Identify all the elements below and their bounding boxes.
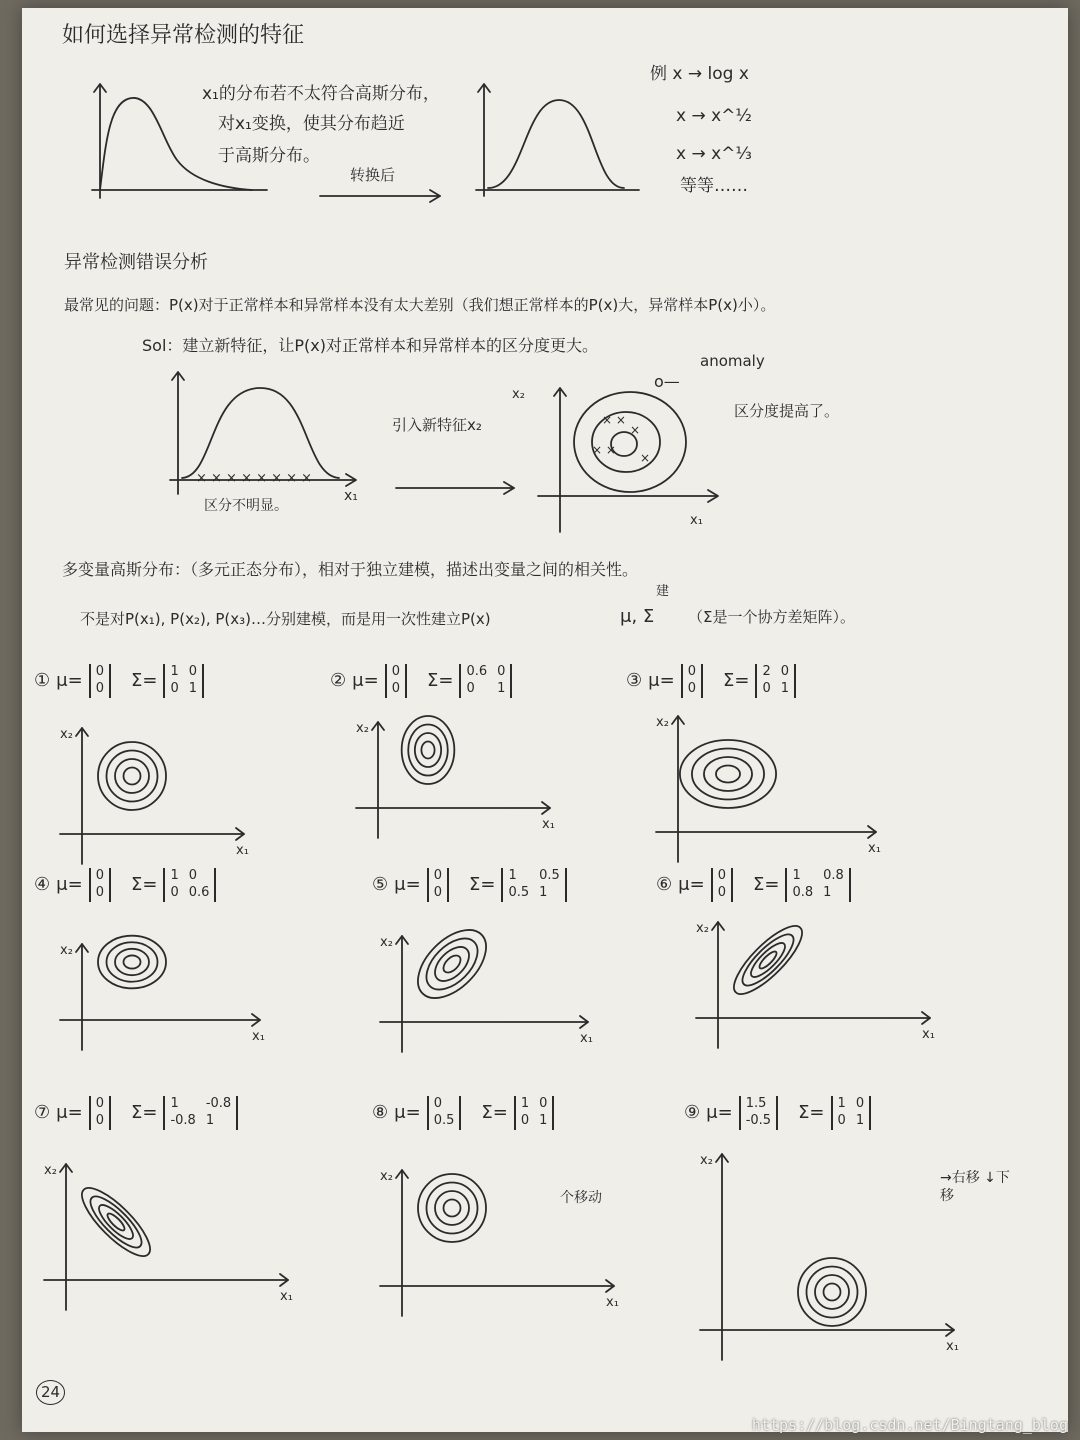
sigma-label: Σ=	[722, 669, 750, 691]
x1-axis-label: x₁	[922, 1027, 935, 1042]
matrix-entry: 0	[95, 1096, 104, 1111]
case-header	[626, 664, 796, 698]
matrix-entry: 1	[205, 1112, 215, 1128]
matrix-entry: 1	[170, 664, 179, 679]
contour-plot	[696, 918, 936, 1048]
sigma-label: Σ=	[130, 1101, 158, 1123]
matrix-entry: 0.5	[539, 868, 560, 883]
matrix-entry: 0	[687, 680, 696, 696]
x1-label: x₁	[344, 488, 358, 504]
matrix-entry: 0	[466, 680, 475, 696]
matrix-entry: 0	[433, 1096, 442, 1111]
matrix-entry: 0	[497, 664, 506, 679]
common-problem-text: 最常见的问题：P(x)对于正常样本和异常样本没有太大差别（我们想正常样本的P(x)大，异常样本P(x)小）。	[64, 296, 776, 314]
sigma-label: Σ=	[752, 873, 780, 895]
matrix-entry: 0	[837, 1112, 846, 1128]
matrix-entry: 0	[855, 1096, 865, 1111]
mu-vector	[89, 868, 111, 902]
case-number: ⑨	[684, 1101, 701, 1123]
matrix-entry: 1	[539, 884, 548, 900]
matrix-entry: 0	[780, 664, 789, 679]
contour-plot	[44, 1160, 294, 1310]
contour-ring	[115, 759, 149, 793]
matrix-entry: 0	[433, 884, 442, 900]
contour-plot	[60, 724, 250, 864]
matrix-entry: 0.5	[508, 884, 530, 900]
contour-ring	[704, 757, 752, 791]
contour-ring	[716, 766, 740, 783]
case-number: ⑧	[372, 1101, 389, 1123]
x2-axis-label: x₂	[700, 1153, 713, 1168]
matrix-entry: 0	[170, 884, 179, 900]
one-feature-plot	[164, 368, 364, 504]
mu-vector	[385, 664, 407, 698]
case-number: ⑥	[656, 873, 673, 895]
error-analysis-heading: 异常检测错误分析	[64, 252, 208, 273]
x2-axis-label: x₂	[44, 1163, 57, 1178]
matrix-entry: 0	[391, 664, 400, 679]
mu-label: μ=	[678, 873, 705, 895]
matrix-entry: 0	[520, 1112, 530, 1128]
sigma-label: Σ=	[130, 669, 158, 691]
anomaly-word: anomaly	[700, 352, 765, 370]
x1-label-2: x₁	[690, 513, 703, 528]
anomaly-marker: o—	[654, 372, 680, 391]
contour-ring	[115, 949, 149, 975]
x1-axis-label: x₁	[868, 841, 881, 856]
contour-plot	[380, 932, 594, 1052]
sigma-label: Σ=	[468, 873, 496, 895]
svg-text:× ×: × ×	[602, 413, 626, 427]
contour-ring	[73, 1179, 159, 1265]
mu-label: μ=	[394, 873, 421, 895]
sigma-matrix	[785, 868, 850, 902]
contour-ring	[402, 716, 455, 784]
modeling-line: 不是对P(x₁), P(x₂), P(x₃)…分别建模，而是用一次性建立P(x)	[80, 610, 491, 628]
matrix-entry: 0	[188, 664, 197, 679]
x2-axis-label: x₂	[356, 721, 369, 736]
contour-ring	[406, 918, 499, 1011]
matrix-entry: 1	[792, 868, 801, 883]
matrix-entry: 1	[508, 868, 517, 883]
mu-label: μ=	[648, 669, 675, 691]
matrix-entry: 1.5	[745, 1096, 767, 1111]
x1-axis-label: x₁	[280, 1289, 293, 1304]
mu-label: μ=	[56, 669, 83, 691]
sigma-matrix	[755, 664, 796, 698]
transform-etc: 等等……	[680, 176, 748, 196]
mu-vector	[89, 1096, 111, 1130]
svg-text:× × × × × × × ×: × × × × × × × ×	[196, 471, 313, 486]
transform-log: 例 x → log x	[650, 64, 749, 84]
transform-arrow-label: 转换后	[350, 166, 396, 184]
contour-ring	[98, 742, 166, 810]
mu-label: μ=	[352, 669, 379, 691]
contour-ring	[98, 936, 166, 989]
case-header	[656, 868, 851, 902]
matrix-entry: 0.6	[466, 664, 488, 679]
matrix-entry: 1	[188, 680, 197, 696]
matrix-entry: 0	[170, 680, 179, 696]
contour-plot	[60, 940, 266, 1050]
skew-note-line-1: x₁的分布若不太符合高斯分布，	[202, 84, 440, 104]
page-title: 如何选择异常检测的特征	[62, 23, 305, 48]
x1-axis-label: x₁	[236, 843, 249, 858]
sigma-matrix	[514, 1096, 555, 1130]
x1-axis-label: x₁	[606, 1295, 619, 1310]
case-number: ②	[330, 669, 347, 691]
contour-ring	[815, 1275, 849, 1309]
matrix-entry: 1	[539, 1112, 548, 1128]
mu-label: μ=	[56, 1101, 83, 1123]
contour-plot	[356, 718, 556, 838]
matrix-entry: 0	[95, 680, 104, 696]
matrix-entry: 0	[391, 680, 400, 696]
matrix-entry: 1	[170, 1096, 179, 1111]
contour-plot	[380, 1166, 620, 1316]
x1-axis-label: x₁	[580, 1031, 593, 1046]
matrix-entry: 0	[717, 868, 726, 883]
case-header	[34, 1096, 238, 1130]
multivariate-heading: 多变量高斯分布：（多元正态分布），相对于独立建模，描述出变量之间的相关性。	[62, 560, 639, 579]
contour-plot	[700, 1150, 960, 1360]
page-number: 24	[36, 1380, 65, 1405]
x2-axis-label: x₂	[656, 715, 669, 730]
contour-ring	[444, 1200, 461, 1217]
matrix-entry: 0.8	[823, 868, 844, 883]
case-header	[330, 664, 512, 698]
contour-ring	[798, 1258, 866, 1326]
matrix-entry: 0	[762, 680, 771, 696]
contour-ring	[725, 917, 811, 1003]
matrix-entry: 1	[837, 1096, 846, 1111]
matrix-entry: 0.6	[188, 884, 210, 900]
mu-vector	[681, 664, 703, 698]
new-feature-label: 引入新特征x₂	[392, 416, 482, 434]
case-number: ③	[626, 669, 643, 691]
parameters: μ, Σ	[620, 606, 655, 627]
mu-vector	[739, 1096, 778, 1130]
sigma-label: Σ=	[130, 873, 158, 895]
sigma-matrix	[831, 1096, 872, 1130]
matrix-entry: 0	[95, 868, 104, 883]
matrix-entry: 2	[762, 664, 771, 679]
case-header	[372, 868, 567, 902]
x2-axis-label: x₂	[696, 921, 709, 936]
skew-note-line-3: 于高斯分布。	[218, 146, 320, 166]
x1-axis-label: x₁	[542, 817, 555, 832]
heading-insert: 建	[656, 584, 670, 599]
matrix-entry: -0.8	[205, 1096, 232, 1111]
x2-label: x₂	[512, 387, 525, 402]
case-note: 个移动	[560, 1190, 602, 1206]
svg-text:×: ×	[640, 451, 651, 465]
mu-label: μ=	[706, 1101, 733, 1123]
contour-ring	[417, 929, 487, 999]
solution-text: Sol：建立新特征，让P(x)对正常样本和异常样本的区分度更大。	[142, 336, 598, 355]
matrix-entry: 0.5	[433, 1112, 455, 1128]
improved-distinction: 区分度提高了。	[734, 402, 840, 420]
contour-ring	[824, 1284, 841, 1301]
indistinct-label: 区分不明显。	[204, 498, 288, 514]
x2-axis-label: x₂	[60, 727, 73, 742]
case-header	[34, 868, 216, 902]
matrix-entry: 1	[780, 680, 789, 696]
sigma-matrix	[501, 868, 566, 902]
contour-ring	[418, 1174, 486, 1242]
contour-ring	[736, 928, 801, 993]
transform-sqrt: x → x^½	[676, 106, 752, 126]
sigma-matrix	[163, 664, 204, 698]
matrix-entry: 0	[717, 884, 726, 900]
contour-plot	[656, 712, 882, 862]
mu-vector	[89, 664, 111, 698]
matrix-entry: 1	[823, 884, 832, 900]
mu-vector	[427, 1096, 462, 1130]
case-header	[372, 1096, 554, 1130]
contour-ring	[429, 941, 475, 987]
case-note: →右移 ↓下移	[940, 1170, 1010, 1204]
matrix-entry: 1	[170, 868, 179, 883]
contour-ring	[415, 733, 441, 767]
matrix-entry: 0	[95, 884, 104, 900]
gaussian-distribution-plot	[474, 80, 644, 200]
mu-label: μ=	[394, 1101, 421, 1123]
transform-arrow	[320, 186, 450, 206]
sigma-label: Σ=	[426, 669, 454, 691]
matrix-entry: 0	[188, 868, 197, 883]
case-number: ④	[34, 873, 51, 895]
transform-cbrt: x → x^⅓	[676, 144, 752, 164]
case-number: ①	[34, 669, 51, 691]
contour-ring	[84, 1190, 149, 1255]
matrix-entry: -0.5	[745, 1112, 772, 1128]
matrix-entry: 1	[855, 1112, 865, 1128]
svg-text:× ×: × ×	[592, 443, 616, 457]
x1-axis-label: x₁	[252, 1029, 265, 1044]
mu-vector	[711, 868, 733, 902]
case-number: ⑦	[34, 1101, 51, 1123]
case-header	[34, 664, 204, 698]
case-header	[684, 1096, 871, 1130]
case-number: ⑤	[372, 873, 389, 895]
mu-vector	[427, 868, 449, 902]
svg-text:×: ×	[630, 423, 641, 437]
x2-axis-label: x₂	[380, 1169, 393, 1184]
sigma-label: Σ=	[481, 1101, 508, 1123]
watermark: https://blog.csdn.net/Bingtang_blog	[751, 1416, 1068, 1434]
contour-ring	[680, 740, 776, 808]
contour-ring	[124, 955, 141, 968]
matrix-entry: 0	[433, 868, 442, 883]
matrix-entry: -0.8	[170, 1112, 196, 1128]
matrix-entry: 0	[95, 1112, 104, 1128]
sigma-label: Σ=	[798, 1101, 825, 1123]
matrix-entry: 1	[520, 1096, 530, 1111]
covariance-note: （Σ是一个协方差矩阵）。	[688, 608, 855, 626]
sigma-matrix	[163, 1096, 238, 1130]
sigma-matrix	[163, 868, 216, 902]
contour-ring	[435, 1191, 469, 1225]
contour-ring	[421, 742, 434, 759]
new-feature-arrow	[396, 478, 526, 498]
skew-note-line-2: 对x₁变换，使其分布趋近	[218, 114, 405, 134]
contour-ring	[124, 768, 141, 785]
x2-axis-label: x₂	[380, 935, 393, 950]
matrix-entry: 0.8	[792, 884, 814, 900]
x2-axis-label: x₂	[60, 943, 73, 958]
two-feature-plot	[512, 384, 730, 534]
matrix-entry: 0	[687, 664, 696, 679]
matrix-entry: 0	[539, 1096, 548, 1111]
matrix-entry: 1	[497, 680, 506, 696]
sigma-matrix	[459, 664, 512, 698]
matrix-entry: 0	[95, 664, 104, 679]
x1-axis-label: x₁	[946, 1339, 959, 1354]
mu-label: μ=	[56, 873, 83, 895]
